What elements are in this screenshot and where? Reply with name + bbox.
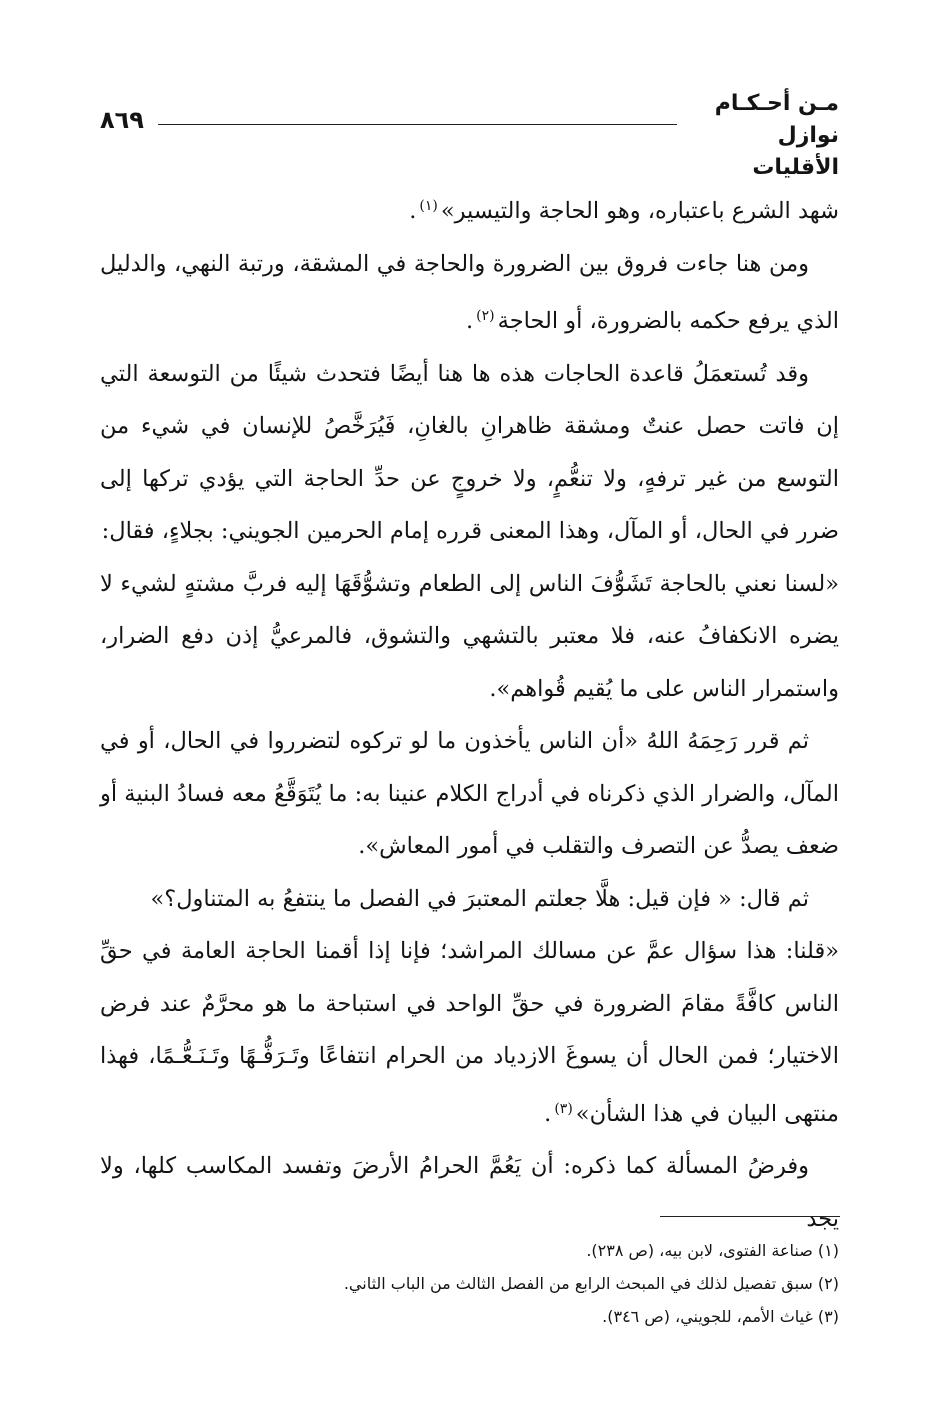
paragraph-2-end: . <box>466 308 474 334</box>
page-number: ٨٦٩ <box>100 106 144 134</box>
paragraph-3-text: وقد تُستعمَلُ قاعدة الحاجات هذه ها هنا أيضًا فتحدث شيئًا من التوسعة التي إن فاتت حصل عنتٌ ومشقة ظاهرانِ بالغانِ، فَيُرَخَّصُ للإنسان في شيء من التوسع من غير ترفهٍ، ولا تنعُّمٍ، ولا خروجٍ عن حدِّ الحاجة التي يؤدي تركها إلى ضرر في الحال، أو المآل، وهذا المعنى قرره إمام الحرمين الجويني: بجلاءٍ، فقال: <box>100 360 839 544</box>
footnote-3: (٣) غياث الأمم، للجويني، (ص ٣٤٦). <box>602 1307 839 1326</box>
footnote-rule <box>660 1216 840 1217</box>
page-header <box>100 88 839 180</box>
quote-2-text: «قلنا: هذا سؤال عمَّ عن مسالك المراشد؛ فإنا إذا أقمنا الحاجة العامة في حقِّ الناس كافَّةً مقامَ الضرورة في حقِّ الواحد في استباحة ما هو محرَّمٌ عند فرض الاختيار؛ فمن الحال أن يسوغَ الازدياد من الحرام انتفاعًا وتَـرَفُّـهًا وتَـنَـعُّـمًا، فهذا منتهى البيان في هذا الشأن» <box>100 938 839 1127</box>
paragraph-5 <box>100 873 839 926</box>
paragraph-4-text: ثم قرر رَحِمَهُ اللهُ «أن الناس يأخذون ما لو تركوه لتضرروا في الحال، أو في المآل، والضرار الذي ذكرناه في أدراج الكلام عنينا به: ما يُتَوَقَّعُ معه فسادُ البنية أو ضعف يصدُّ عن التصرف والتقلب في أمور المعاش». <box>100 728 839 859</box>
paragraph-1-text: شهد الشرع باعتباره، وهو الحاجة والتيسير» <box>440 198 839 224</box>
running-title-line2: نوازل الأقليات <box>752 123 839 180</box>
footnote-2: (٢) سبق تفصيل لذلك في المبحث الرابع من الفصل الثالث من الباب الثاني. <box>343 1274 839 1293</box>
running-title <box>689 88 839 184</box>
footnote-ref-3: (٣) <box>554 1100 573 1117</box>
paragraph-1 <box>100 180 839 238</box>
paragraph-2 <box>100 238 839 348</box>
footnote-1: (١) صناعة الفتوى، لابن بيه، (ص ٢٣٨). <box>586 1241 839 1260</box>
quote-2 <box>100 925 839 1140</box>
paragraph-6-text: وفرضُ المسألة كما ذكره: أن يَعُمَّ الحرامُ الأرضَ وتفسد المكاسب كلها، ولا يجد <box>100 1153 839 1232</box>
paragraph-3 <box>100 348 839 558</box>
footnote-ref-1: (١) <box>419 198 438 214</box>
footnote-ref-2: (٢) <box>476 308 495 324</box>
paragraph-4 <box>100 715 839 873</box>
quote-1 <box>100 558 839 716</box>
header-rule <box>158 124 677 125</box>
paragraph-2-text: ومن هنا جاءت فروق بين الضرورة والحاجة في المشقة، ورتبة النهي، والدليل الذي يرفع حكمه بالضرورة، أو الحاجة <box>100 250 839 334</box>
footnotes <box>100 1234 839 1333</box>
quote-2-end: . <box>544 1100 552 1127</box>
paragraph-5-text: ثم قال: « فإن قيل: هلَّا جعلتم المعتبرَ في الفصل ما ينتفعُ به المتناول؟» <box>150 885 809 912</box>
body-text <box>100 180 839 1245</box>
paragraph-6 <box>100 1140 839 1245</box>
paragraph-1-end: . <box>409 198 417 224</box>
running-title-line1: مـن أحـكـام <box>714 91 839 116</box>
quote-1-text: «لسنا نعني بالحاجة تَشَوُّفَ الناس إلى الطعام وتشوُّقَهَا إليه فربَّ مشتهٍ لشيء لا يضره الانكفافُ عنه، فلا معتبر بالتشهي والتشوق، فالمرعيُّ إذن دفع الضرار، واستمرار الناس على ما يُقيم قُواهم». <box>100 570 839 702</box>
